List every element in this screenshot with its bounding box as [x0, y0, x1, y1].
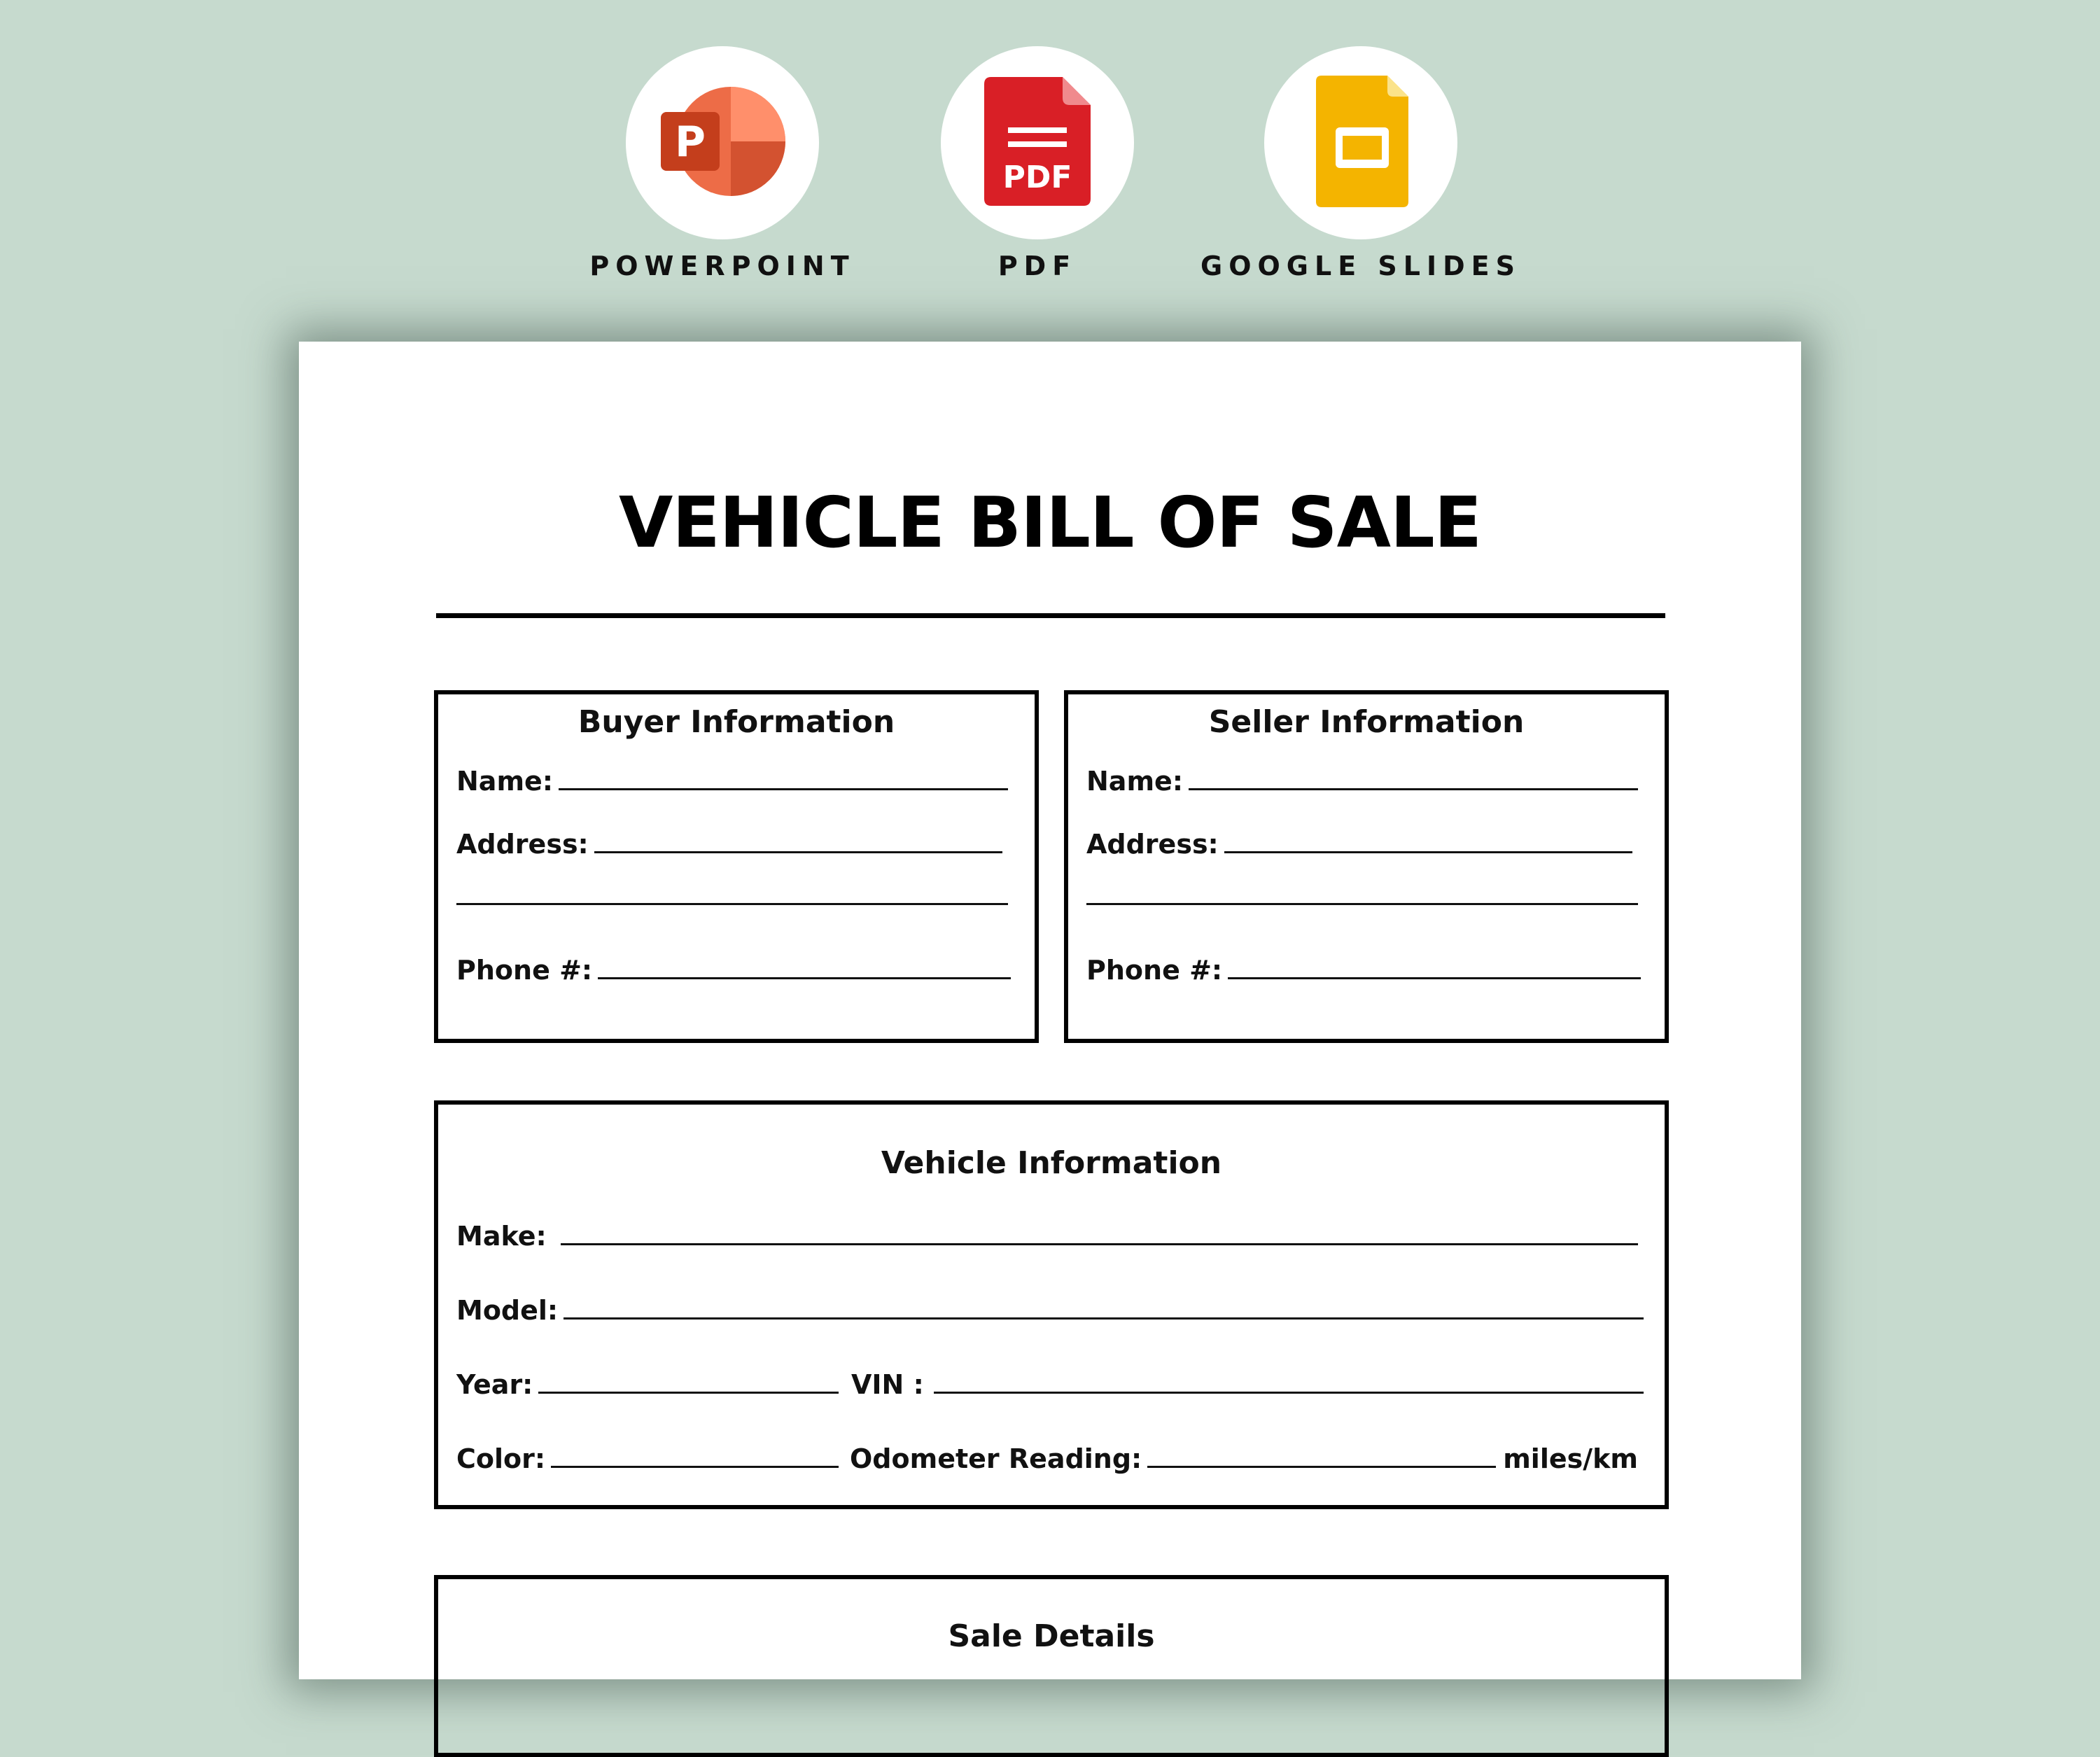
- vehicle-make-field[interactable]: [456, 1221, 1638, 1252]
- sale-details-title: Sale Details: [948, 1618, 1155, 1654]
- buyer-information-box: [434, 690, 1039, 1043]
- google-slides-icon: [1264, 46, 1457, 239]
- svg-text:P: P: [675, 118, 706, 167]
- vehicle-year-field[interactable]: [456, 1369, 839, 1400]
- buyer-information-title: Buyer Information: [578, 704, 895, 740]
- format-label-google-slides: GOOGLE SLIDES: [1200, 251, 1521, 281]
- pdf-icon: [941, 46, 1134, 239]
- format-options: [0, 0, 2100, 308]
- vehicle-color-field[interactable]: [456, 1443, 839, 1474]
- buyer-name-field[interactable]: [456, 766, 1008, 797]
- seller-phone-label: Phone #:: [1086, 955, 1223, 986]
- vehicle-year-label: Year:: [456, 1369, 533, 1400]
- buyer-address-label: Address:: [456, 829, 589, 860]
- format-label-pdf: PDF: [997, 251, 1077, 281]
- seller-phone-field[interactable]: [1086, 955, 1641, 986]
- vehicle-odometer-field[interactable]: [850, 1443, 1638, 1474]
- buyer-address-line-2[interactable]: [456, 903, 1008, 905]
- buyer-phone-label: Phone #:: [456, 955, 593, 986]
- title-divider: [436, 613, 1665, 618]
- vehicle-color-label: Color:: [456, 1443, 546, 1474]
- vehicle-odometer-unit: miles/km: [1503, 1443, 1638, 1474]
- vehicle-odometer-label: Odometer Reading:: [850, 1443, 1142, 1474]
- vehicle-information-title: Vehicle Information: [881, 1145, 1222, 1181]
- seller-name-label: Name:: [1086, 766, 1184, 797]
- format-google-slides[interactable]: [1165, 46, 1557, 281]
- svg-text:PDF: PDF: [1002, 160, 1072, 195]
- vehicle-model-label: Model:: [456, 1295, 559, 1326]
- seller-information-title: Seller Information: [1208, 704, 1525, 740]
- document-title: VEHICLE BILL OF SALE: [618, 482, 1482, 564]
- vehicle-vin-label: VIN :: [851, 1369, 924, 1400]
- vehicle-model-field[interactable]: [456, 1295, 1644, 1326]
- buyer-name-label: Name:: [456, 766, 554, 797]
- vehicle-make-label: Make:: [456, 1221, 547, 1252]
- powerpoint-icon: [626, 46, 819, 239]
- seller-address-line-2[interactable]: [1086, 903, 1638, 905]
- seller-information-box: [1064, 690, 1669, 1043]
- format-label-powerpoint: POWERPOINT: [589, 251, 855, 281]
- seller-name-field[interactable]: [1086, 766, 1638, 797]
- buyer-phone-field[interactable]: [456, 955, 1011, 986]
- document-page: [299, 342, 1801, 1679]
- seller-address-label: Address:: [1086, 829, 1219, 860]
- buyer-address-field[interactable]: [456, 829, 1002, 860]
- seller-address-field[interactable]: [1086, 829, 1632, 860]
- sale-details-box: [434, 1575, 1669, 1757]
- vehicle-information-box: [434, 1100, 1669, 1509]
- vehicle-vin-field[interactable]: [851, 1369, 1644, 1400]
